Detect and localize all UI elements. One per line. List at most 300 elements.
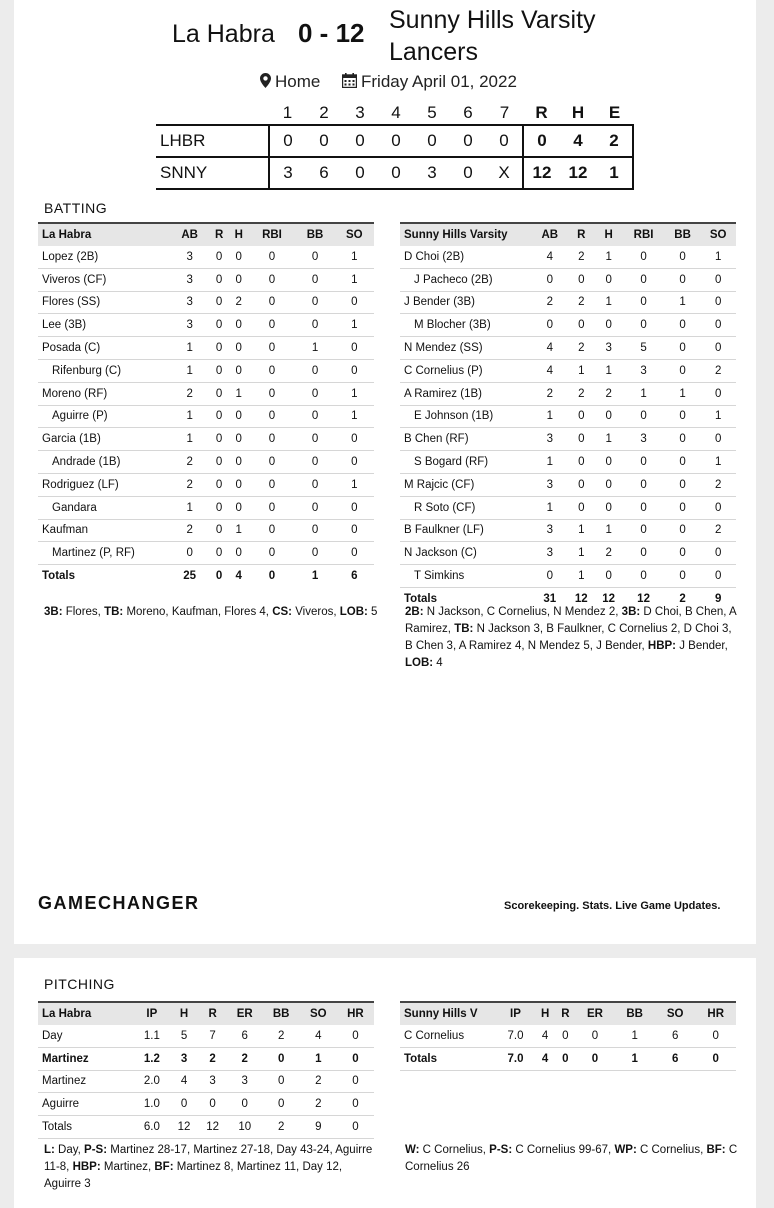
stat-value: 0 bbox=[337, 1116, 374, 1139]
column-header: RBI bbox=[249, 223, 296, 246]
stat-value: 1 bbox=[614, 1047, 655, 1070]
column-header: ER bbox=[227, 1002, 263, 1025]
table-header-row bbox=[400, 1002, 736, 1025]
stat-value: 0 bbox=[229, 473, 249, 496]
player-name: N Jackson (C) bbox=[400, 542, 532, 565]
home-batting-notes bbox=[405, 604, 741, 672]
stat-value: 1 bbox=[595, 428, 622, 451]
totals-label: Totals bbox=[404, 592, 438, 605]
stat-value: 1 bbox=[335, 268, 374, 291]
batting-section-title: BATTING bbox=[44, 200, 108, 216]
stat-value: 1 bbox=[665, 291, 701, 314]
stat-value: 3 bbox=[170, 1047, 199, 1070]
stat-value: 1 bbox=[229, 382, 249, 405]
note-label: LOB: bbox=[339, 606, 368, 618]
line-score-header: 2 bbox=[319, 103, 329, 122]
batting-row bbox=[38, 473, 374, 496]
stat-value: 2 bbox=[227, 1047, 263, 1070]
stat-value: 0 bbox=[249, 496, 296, 519]
stat-value: 0 bbox=[700, 291, 736, 314]
stat-value: 2 bbox=[170, 473, 209, 496]
stat-value: 0 bbox=[665, 542, 701, 565]
note-text: Martinez 8, Martinez 11, Day 12, Aguirre 3 bbox=[44, 1161, 343, 1190]
stat-value: 5 bbox=[170, 1025, 199, 1047]
stat-value: 1 bbox=[532, 405, 568, 428]
stat-value: 0 bbox=[295, 451, 334, 474]
pitching-row bbox=[38, 1047, 374, 1070]
player-name: E Johnson (1B) bbox=[400, 405, 532, 428]
column-header: BB bbox=[295, 223, 334, 246]
stat-value: 0 bbox=[335, 542, 374, 565]
note-label: BF: bbox=[154, 1161, 174, 1173]
stat-value: 2 bbox=[532, 382, 568, 405]
stat-value: 1 bbox=[665, 382, 701, 405]
stat-value: 2 bbox=[595, 542, 622, 565]
stat-value: 0 bbox=[249, 246, 296, 268]
stat-value: 0 bbox=[249, 314, 296, 337]
stat-value: 0 bbox=[295, 496, 334, 519]
home-batting-table bbox=[400, 222, 736, 610]
stat-value: 0 bbox=[263, 1070, 300, 1093]
stat-value: 9 bbox=[300, 1116, 337, 1139]
hits-total: 12 bbox=[560, 157, 596, 189]
player-name: Aguirre bbox=[38, 1093, 134, 1116]
batting-row bbox=[400, 428, 736, 451]
stat-value: 0 bbox=[249, 268, 296, 291]
stat-value: 0 bbox=[229, 428, 249, 451]
runs-total: 0 bbox=[523, 125, 560, 157]
stat-value: 0 bbox=[622, 565, 664, 588]
final-score: 0 - 12 bbox=[298, 18, 365, 48]
pitching-row bbox=[38, 1116, 374, 1139]
batting-row bbox=[38, 382, 374, 405]
stat-value: 0 bbox=[575, 1047, 614, 1070]
stat-value: 0 bbox=[622, 268, 664, 291]
stat-value: 0 bbox=[695, 1025, 736, 1047]
stat-value: 1 bbox=[532, 451, 568, 474]
stat-value: 0 bbox=[335, 337, 374, 360]
player-name: M Blocher (3B) bbox=[400, 314, 532, 337]
stat-value: 0 bbox=[595, 268, 622, 291]
note-label: 3B: bbox=[44, 606, 63, 618]
stat-value: 6 bbox=[655, 1025, 696, 1047]
player-name: A Ramirez (1B) bbox=[400, 382, 532, 405]
stat-value: 0 bbox=[229, 451, 249, 474]
stat-value: 0 bbox=[595, 405, 622, 428]
column-header: R bbox=[198, 1002, 227, 1025]
note-text: Day, bbox=[54, 1144, 85, 1156]
batting-row bbox=[400, 314, 736, 337]
stat-value: 1 bbox=[170, 359, 209, 382]
stat-value: 3 bbox=[227, 1070, 263, 1093]
stat-value: 0 bbox=[622, 542, 664, 565]
note-label: 3B: bbox=[621, 606, 641, 618]
player-name: Aguirre (P) bbox=[38, 405, 170, 428]
stat-value: 1 bbox=[595, 359, 622, 382]
player-name: Garcia (1B) bbox=[38, 428, 170, 451]
stat-value: 0 bbox=[335, 291, 374, 314]
stat-value: 0 bbox=[249, 473, 296, 496]
home-team-name: Sunny Hills Varsity Lancers bbox=[389, 6, 596, 66]
batting-row bbox=[400, 496, 736, 519]
column-header: BB bbox=[665, 223, 701, 246]
player-name: S Bogard (RF) bbox=[400, 451, 532, 474]
stat-value: 12 bbox=[198, 1116, 227, 1139]
stat-value: 2 bbox=[568, 337, 595, 360]
total-value: 12 bbox=[602, 592, 616, 605]
line-score-row bbox=[156, 157, 633, 189]
stat-value: 5 bbox=[622, 337, 664, 360]
stat-value: 1 bbox=[568, 519, 595, 542]
stat-value: 3 bbox=[622, 359, 664, 382]
stat-value: 0 bbox=[198, 1093, 227, 1116]
line-score-table bbox=[156, 102, 634, 190]
column-header: SO bbox=[300, 1002, 337, 1025]
stat-value: 0 bbox=[700, 337, 736, 360]
stat-value: 3 bbox=[532, 542, 568, 565]
player-name: Moreno (RF) bbox=[38, 382, 170, 405]
totals-row bbox=[38, 565, 374, 587]
stat-value: 1 bbox=[335, 382, 374, 405]
stat-value: 1 bbox=[229, 519, 249, 542]
note-label: P-S: bbox=[489, 1144, 513, 1156]
stat-value: 0 bbox=[295, 359, 334, 382]
total-value: 2 bbox=[679, 592, 686, 605]
player-name: J Bender (3B) bbox=[400, 291, 532, 314]
column-header: R bbox=[568, 223, 595, 246]
stat-value: 1 bbox=[568, 359, 595, 382]
column-header: R bbox=[209, 223, 229, 246]
stat-value: 0 bbox=[229, 246, 249, 268]
player-name: Rodriguez (LF) bbox=[38, 473, 170, 496]
total-value: 6 bbox=[351, 570, 358, 583]
column-header: HR bbox=[337, 1002, 374, 1025]
line-score-corner bbox=[156, 102, 269, 125]
batting-row bbox=[38, 542, 374, 565]
stat-value: 0 bbox=[595, 496, 622, 519]
map-pin-icon bbox=[260, 73, 271, 93]
stat-value: 0 bbox=[700, 428, 736, 451]
stat-value: 0 bbox=[568, 496, 595, 519]
note-label: HBP: bbox=[647, 640, 677, 652]
batting-row bbox=[38, 291, 374, 314]
pitching-card bbox=[14, 958, 756, 1208]
batting-row bbox=[400, 246, 736, 268]
stat-value: 0 bbox=[700, 268, 736, 291]
stat-value: 0 bbox=[335, 428, 374, 451]
stat-value: 2 bbox=[568, 291, 595, 314]
stat-value: 0 bbox=[665, 519, 701, 542]
stat-value: 0 bbox=[622, 246, 664, 268]
pitching-row bbox=[400, 1025, 736, 1047]
player-name: N Mendez (SS) bbox=[400, 337, 532, 360]
column-header: HR bbox=[695, 1002, 736, 1025]
batting-row bbox=[400, 542, 736, 565]
column-header: SO bbox=[700, 223, 736, 246]
stat-value: 0 bbox=[665, 359, 701, 382]
stat-value: 0 bbox=[249, 542, 296, 565]
inning-score: 3 bbox=[414, 157, 450, 189]
stat-value: 0 bbox=[665, 405, 701, 428]
stat-value: 6 bbox=[227, 1025, 263, 1047]
line-score-header: H bbox=[571, 103, 585, 122]
stat-value: 0 bbox=[335, 359, 374, 382]
note-label: TB: bbox=[454, 623, 474, 635]
line-score-team: SNNY bbox=[156, 157, 269, 189]
stat-value: 1 bbox=[614, 1025, 655, 1047]
stat-value: 0 bbox=[337, 1070, 374, 1093]
stat-value: 2 bbox=[568, 382, 595, 405]
player-name: M Rajcic (CF) bbox=[400, 473, 532, 496]
batting-row bbox=[38, 337, 374, 360]
note-label: HBP: bbox=[72, 1161, 101, 1173]
stat-value: 1 bbox=[170, 428, 209, 451]
stat-value: 2 bbox=[568, 246, 595, 268]
batting-row bbox=[38, 314, 374, 337]
stat-value: 2 bbox=[198, 1047, 227, 1070]
note-text: N Jackson 3, B Faulkner, C Cornelius 2, D Choi 3, B Chen 3, A Ramirez 4, N Mendez 5, J Bender, bbox=[405, 623, 732, 652]
column-header: AB bbox=[532, 223, 568, 246]
stat-value: 0 bbox=[209, 405, 229, 428]
player-name: Lee (3B) bbox=[38, 314, 170, 337]
stat-value: 7.0 bbox=[496, 1025, 535, 1047]
stat-value: 1 bbox=[335, 246, 374, 268]
stat-value: 0 bbox=[249, 405, 296, 428]
stat-value: 1 bbox=[335, 314, 374, 337]
player-name: Day bbox=[38, 1025, 134, 1047]
stat-value: 0 bbox=[229, 268, 249, 291]
player-name: J Pacheco (2B) bbox=[400, 268, 532, 291]
total-value: 1 bbox=[311, 570, 319, 583]
inning-score: 0 bbox=[342, 157, 378, 189]
stat-value: 0 bbox=[700, 314, 736, 337]
table-header-row bbox=[38, 223, 374, 246]
stat-value: 0 bbox=[337, 1047, 374, 1070]
stat-value: 1 bbox=[568, 542, 595, 565]
stat-value: 6.0 bbox=[134, 1116, 170, 1139]
stat-value: 0 bbox=[555, 1047, 575, 1070]
stat-value: 0 bbox=[209, 451, 229, 474]
stat-value: 0 bbox=[337, 1093, 374, 1116]
stat-value: 0 bbox=[665, 337, 701, 360]
stat-value: 1 bbox=[595, 519, 622, 542]
stat-value: 0 bbox=[249, 382, 296, 405]
stat-value: 0 bbox=[170, 1093, 199, 1116]
stat-value: 7 bbox=[198, 1025, 227, 1047]
stat-value: 4 bbox=[300, 1025, 337, 1047]
team-header: La Habra bbox=[38, 1002, 134, 1025]
player-name: D Choi (2B) bbox=[400, 246, 532, 268]
stat-value: 0 bbox=[665, 268, 701, 291]
stat-value: 0 bbox=[555, 1025, 575, 1047]
stat-value: 0 bbox=[229, 337, 249, 360]
stat-value: 0 bbox=[665, 314, 701, 337]
stat-value: 2.0 bbox=[134, 1070, 170, 1093]
gamechanger-logo: GAMECHANGER bbox=[38, 893, 200, 913]
calendar-icon bbox=[342, 73, 357, 93]
line-score-header: 3 bbox=[355, 103, 365, 122]
batting-row bbox=[38, 359, 374, 382]
note-text: 5 bbox=[367, 606, 378, 618]
stat-value: 0 bbox=[295, 542, 334, 565]
stat-value: 0 bbox=[249, 451, 296, 474]
stat-value: 1 bbox=[335, 405, 374, 428]
stat-value: 0 bbox=[295, 246, 334, 268]
note-label: W: bbox=[405, 1144, 420, 1156]
stat-value: 0 bbox=[595, 451, 622, 474]
player-name: Gandara bbox=[38, 496, 170, 519]
line-score-header: R bbox=[535, 103, 548, 122]
stat-value: 0 bbox=[568, 473, 595, 496]
location bbox=[260, 72, 320, 93]
stat-value: 4 bbox=[535, 1025, 555, 1047]
stat-value: 0 bbox=[595, 565, 622, 588]
line-score-header: 7 bbox=[499, 103, 510, 122]
stat-value: 1 bbox=[295, 337, 334, 360]
player-name: C Cornelius (P) bbox=[400, 359, 532, 382]
stat-value: 0 bbox=[263, 1093, 300, 1116]
totals-label: Totals bbox=[42, 570, 76, 583]
total-value: 12 bbox=[637, 592, 650, 605]
stat-value: 0 bbox=[622, 451, 664, 474]
total-value: 4 bbox=[235, 570, 242, 583]
column-header: SO bbox=[655, 1002, 696, 1025]
column-header: IP bbox=[496, 1002, 535, 1025]
line-score-header: 4 bbox=[391, 103, 401, 122]
stat-value: 0 bbox=[568, 314, 595, 337]
stat-value: 2 bbox=[263, 1116, 300, 1139]
stat-value: 2 bbox=[300, 1093, 337, 1116]
player-name: B Chen (RF) bbox=[400, 428, 532, 451]
batting-row bbox=[38, 519, 374, 542]
stat-value: 1 bbox=[700, 246, 736, 268]
note-text: J Bender, bbox=[676, 640, 728, 652]
inning-score: 0 bbox=[378, 125, 414, 157]
player-name: R Soto (CF) bbox=[400, 496, 532, 519]
stat-value: 2 bbox=[700, 359, 736, 382]
column-header: BB bbox=[614, 1002, 655, 1025]
stat-value: 0 bbox=[249, 519, 296, 542]
note-text: N Jackson, C Cornelius, N Mendez 2, bbox=[423, 606, 622, 618]
note-text: Martinez 28-17, Martinez 27-18, Day 43-24, Aguirre 11-8, bbox=[44, 1144, 373, 1173]
stat-value: 1.0 bbox=[134, 1093, 170, 1116]
line-score-row bbox=[156, 125, 633, 157]
away-batting-notes bbox=[44, 604, 380, 621]
player-name: Martinez bbox=[38, 1070, 134, 1093]
column-header: AB bbox=[170, 223, 209, 246]
stat-value: 0 bbox=[335, 451, 374, 474]
inning-score: 0 bbox=[306, 125, 342, 157]
stat-value: 0 bbox=[337, 1025, 374, 1047]
stat-value: 0 bbox=[209, 519, 229, 542]
stat-value: 1 bbox=[170, 405, 209, 428]
line-score-header: 5 bbox=[427, 103, 437, 122]
stat-value: 0 bbox=[665, 565, 701, 588]
column-header: SO bbox=[335, 223, 374, 246]
inning-score: X bbox=[486, 157, 523, 189]
line-score-team: LHBR bbox=[156, 125, 269, 157]
batting-row bbox=[400, 337, 736, 360]
player-name: Kaufman bbox=[38, 519, 170, 542]
batting-row bbox=[38, 405, 374, 428]
stat-value: 0 bbox=[295, 382, 334, 405]
batting-row bbox=[400, 268, 736, 291]
stat-value: 3 bbox=[170, 314, 209, 337]
stat-value: 0 bbox=[568, 405, 595, 428]
stat-value: 0 bbox=[209, 314, 229, 337]
inning-score: 6 bbox=[306, 157, 342, 189]
home-pitching-table bbox=[400, 1001, 736, 1071]
stat-value: 0 bbox=[665, 451, 701, 474]
column-header: ER bbox=[575, 1002, 614, 1025]
note-text: 4 bbox=[433, 657, 443, 669]
stat-value: 0 bbox=[229, 496, 249, 519]
stat-value: 3 bbox=[532, 519, 568, 542]
date-text: Friday April 01, 2022 bbox=[361, 72, 517, 91]
stat-value: 0 bbox=[665, 428, 701, 451]
stat-value: 1 bbox=[300, 1047, 337, 1070]
stat-value: 0 bbox=[622, 314, 664, 337]
hits-total: 4 bbox=[560, 125, 596, 157]
stat-value: 12 bbox=[170, 1116, 199, 1139]
total-value: 12 bbox=[574, 592, 588, 605]
stat-value: 0 bbox=[229, 542, 249, 565]
stat-value: 0 bbox=[665, 246, 701, 268]
player-name: Totals bbox=[400, 1047, 496, 1070]
stat-value: 0 bbox=[622, 496, 664, 519]
line-score-header-row bbox=[156, 102, 633, 125]
stat-value: 0 bbox=[209, 337, 229, 360]
player-name: Martinez (P, RF) bbox=[38, 542, 170, 565]
line-score-header: 1 bbox=[282, 103, 293, 122]
note-label: 2B: bbox=[405, 606, 424, 618]
stat-value: 0 bbox=[170, 542, 209, 565]
line-score-header: 6 bbox=[463, 103, 473, 122]
stat-value: 0 bbox=[335, 519, 374, 542]
batting-row bbox=[400, 473, 736, 496]
player-name: Martinez bbox=[38, 1047, 134, 1070]
pitching-row bbox=[38, 1070, 374, 1093]
batting-row bbox=[400, 382, 736, 405]
pitching-row bbox=[38, 1025, 374, 1047]
stat-value: 0 bbox=[209, 542, 229, 565]
stat-value: 0 bbox=[209, 473, 229, 496]
stat-value: 3 bbox=[198, 1070, 227, 1093]
stat-value: 2 bbox=[170, 519, 209, 542]
pitching-row bbox=[38, 1093, 374, 1116]
note-text: C Cornelius, bbox=[419, 1144, 490, 1156]
stat-value: 1 bbox=[532, 496, 568, 519]
batting-row bbox=[38, 496, 374, 519]
column-header: H bbox=[595, 223, 622, 246]
stat-value: 1 bbox=[170, 337, 209, 360]
stat-value: 1 bbox=[700, 451, 736, 474]
box-score-card bbox=[14, 0, 756, 944]
stat-value: 4 bbox=[170, 1070, 199, 1093]
stat-value: 0 bbox=[209, 428, 229, 451]
stat-value: 1 bbox=[700, 405, 736, 428]
note-label: BF: bbox=[706, 1144, 726, 1156]
stat-value: 0 bbox=[575, 1025, 614, 1047]
stat-value: 0 bbox=[532, 268, 568, 291]
player-name: Flores (SS) bbox=[38, 291, 170, 314]
stat-value: 0 bbox=[295, 291, 334, 314]
batting-row bbox=[400, 291, 736, 314]
stat-value: 1 bbox=[622, 382, 664, 405]
inning-score: 0 bbox=[414, 125, 450, 157]
location-text: Home bbox=[275, 72, 321, 91]
player-name: Posada (C) bbox=[38, 337, 170, 360]
